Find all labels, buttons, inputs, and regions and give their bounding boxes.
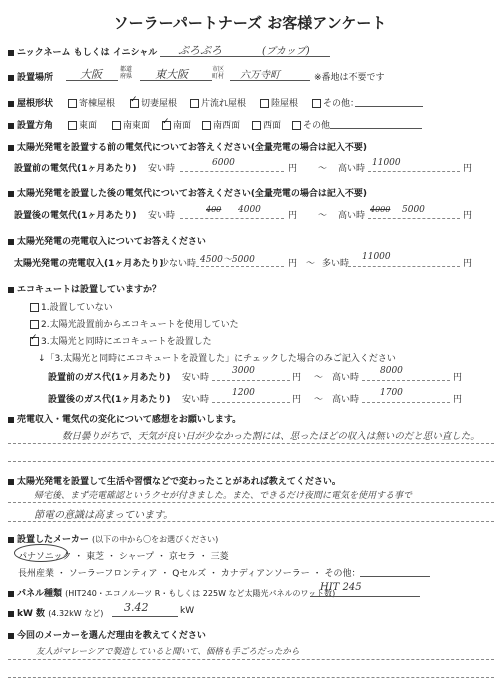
elec-before-low-value[interactable]: 6000 [212,158,235,168]
impression-text[interactable]: 数日曇りがちで、天気が良い日が少なかった割には、思ったほどの収入は無いのだと思い直した。 [62,431,480,442]
location-town-value[interactable]: 六万寺町 [240,70,280,81]
lifestyle-header: 太陽光発電を設置して生活や習慣などで変わったことがあれば教えてください。 [17,477,341,487]
yen-label: 円 [463,164,473,174]
ecocute-sub-note: ↓「3.太陽光と同時にエコキュートを設置した」にチェックした場合のみご記入ください [38,354,396,364]
checkbox-icon[interactable] [260,99,269,108]
tilde-label: 〜 [318,211,328,221]
nickname-value[interactable]: ぷろぷろ [178,44,222,57]
kw-value[interactable]: 3.42 [124,601,149,614]
impression-header-row [8,412,241,425]
maker-selected-circle [14,544,68,562]
lifestyle-header-row [8,474,341,487]
roof-label-row [8,96,53,109]
gas-before-label: 設置前のガス代(1ヶ月あたり) [48,373,171,383]
yen-label: 円 [463,259,473,269]
ecocute-option-1[interactable]: 2.太陽光設置前からエコキュートを使用していた [30,317,239,330]
direction-label: 設置方角 [17,121,54,131]
direction-option-1[interactable]: 南東面 [112,118,150,131]
city-unit: 市区町村 [212,66,225,80]
lifestyle-text-line-1[interactable]: 帰宅後、まず売電確認というクセが付きました。また、できるだけ夜間に電気を使用する事で [34,491,413,501]
sale-low-label: 少ない時 [160,259,197,269]
sale-header: 太陽光発電の売電収入についてお答えください [17,237,206,247]
elec-after-high-label: 高い時 [338,211,366,221]
direction-option-5[interactable]: その他 [292,118,330,131]
yen-label: 円 [453,373,463,383]
checkbox-icon[interactable] [30,337,39,346]
bullet-icon [8,537,14,543]
direction-option-2[interactable]: ✓ 南面 [162,118,191,131]
yen-label: 円 [292,373,302,383]
sale-label: 太陽光発電の売電収入(1ヶ月あたり) [14,259,164,269]
kw-note: (4.32kW など) [48,609,104,618]
direction-option-4[interactable]: 西面 [252,118,281,131]
panel-value[interactable]: HIT 245 [320,582,362,593]
sale-low-value[interactable]: 4500〜5000 [200,255,255,265]
checkbox-icon[interactable] [30,320,39,329]
kw-unit: kW [180,606,195,616]
roof-option-2[interactable]: 片流れ屋根 [190,96,246,109]
checkbox-icon[interactable] [202,121,211,130]
direction-option-3[interactable]: 南西面 [202,118,240,131]
ecocute-option-0[interactable]: 1.設置していない [30,300,113,313]
elec-before-low-label: 安い時 [148,164,176,174]
nickname-value-2: (ブカップ) [262,46,310,57]
gas-after-label: 設置後のガス代(1ヶ月あたり) [48,395,171,405]
direction-option-0[interactable]: 東面 [68,118,97,131]
roof-option-4[interactable]: その他： [312,96,359,109]
checkbox-icon[interactable] [292,121,301,130]
lifestyle-text-line-2[interactable]: 節電の意識は高まっています。 [34,510,174,521]
elec-before-header: 太陽光発電を設置する前の電気代についてお答えください(全量売電の場合は記入不要) [17,143,368,153]
bullet-icon [8,611,14,617]
maker-options-row-1[interactable]: パナソニック ・ 東芝 ・ シャープ ・ 京セラ ・ 三菱 [18,552,229,562]
bullet-icon [8,633,14,639]
bullet-icon [8,417,14,423]
yen-label: 円 [463,211,473,221]
location-note: ※番地は不要です [314,73,385,83]
bullet-icon [8,287,14,293]
bullet-icon [8,123,14,129]
maker-note: (以下の中から〇をお選びください) [91,535,219,544]
gas-after-high-value[interactable]: 1700 [380,388,403,398]
sale-high-value[interactable]: 11000 [362,252,391,262]
elec-after-low-value[interactable]: 4000 [238,205,261,215]
tilde-label: 〜 [318,164,328,174]
kw-label: kW 数 [17,609,46,619]
tilde-label: 〜 [306,259,316,269]
gas-after-low-value[interactable]: 1200 [232,388,255,398]
yen-label: 円 [288,259,298,269]
bullet-icon [8,479,14,485]
elec-after-low-label: 安い時 [148,211,176,221]
nickname-label: ニックネーム もしくは イニシャル [17,48,158,58]
checkbox-icon[interactable] [312,99,321,108]
bullet-icon [8,75,14,81]
gas-before-high-value[interactable]: 8000 [380,366,403,376]
tilde-label: 〜 [314,395,324,405]
gas-before-high-label: 高い時 [332,373,360,383]
ecocute-header: エコキュートは設置していますか？ [17,285,162,295]
bullet-icon [8,145,14,151]
yen-label: 円 [288,211,298,221]
checkbox-icon[interactable] [130,99,139,108]
sale-header-row [8,234,206,247]
checkbox-icon[interactable] [68,121,77,130]
yen-label: 円 [288,164,298,174]
roof-option-0[interactable]: 寄棟屋根 [68,96,115,109]
reason-text[interactable]: 友人がマレーシアで製造していると聞いて、価格も手ごろだったから [36,647,300,657]
bullet-icon [8,239,14,245]
gas-before-low-label: 安い時 [182,373,210,383]
checkbox-icon[interactable] [30,303,39,312]
gas-after-high-label: 高い時 [332,395,360,405]
roof-label: 屋根形状 [17,99,54,109]
bullet-icon [8,591,14,597]
checkbox-icon[interactable] [68,99,77,108]
bullet-icon [8,101,14,107]
elec-before-header-row [8,140,367,153]
bullet-icon [8,50,14,56]
checkbox-icon[interactable] [190,99,199,108]
maker-options-row-2[interactable]: 長州産業 ・ ソーラーフロンティア ・ Qセルズ ・ カナディアンソーラー ・ その他： [18,569,361,579]
checkbox-icon[interactable] [112,121,121,130]
elec-after-low-struck: 400 [206,205,222,214]
maker-header: 設置したメーカー [17,535,89,545]
pref-unit: 都道府県 [120,66,133,80]
yen-label: 円 [292,395,302,405]
panel-note: (HIT240・エコノルーツ R・もしくは 225W など太陽光パネルのワット数) [65,589,336,598]
checkbox-icon[interactable] [252,121,261,130]
location-label-row [8,70,53,83]
elec-after-high-struck: 4000 [370,205,391,214]
nickname-label-row [8,45,157,58]
ecocute-header-row [8,282,161,295]
panel-label: パネル種類 [17,589,63,599]
elec-after-header-row [8,186,367,199]
location-city-value[interactable]: 東大阪 [155,68,188,81]
bullet-icon [8,191,14,197]
impression-header: 売電収入・電気代の変化について感想をお願いします。 [17,415,242,425]
page-title: ソーラーパートナーズ お客様アンケート [113,14,387,32]
checkbox-icon[interactable] [162,121,171,130]
kw-label-row [8,606,103,619]
location-label: 設置場所 [17,73,54,83]
ecocute-option-2[interactable]: ✓3.太陽光と同時にエコキュートを設置した [30,334,212,347]
elec-after-label: 設置後の電気代(1ヶ月あたり) [14,211,137,221]
roof-option-1[interactable]: ✓ 切妻屋根 [130,96,177,109]
gas-after-low-label: 安い時 [182,395,210,405]
reason-header-row [8,628,206,641]
yen-label: 円 [453,395,463,405]
panel-label-row [8,586,335,599]
elec-before-label: 設置前の電気代(1ヶ月あたり) [14,164,137,174]
location-pref-value[interactable]: 大阪 [80,68,102,81]
gas-before-low-value[interactable]: 3000 [232,366,255,376]
sale-high-label: 多い時 [322,259,350,269]
elec-after-header: 太陽光発電を設置した後の電気代についてお答えください(全量売電の場合は記入不要) [17,189,368,199]
tilde-label: 〜 [314,373,324,383]
elec-before-high-value[interactable]: 11000 [372,158,401,168]
reason-header: 今回のメーカーを選んだ理由を教えてください [17,631,206,641]
direction-label-row [8,118,53,131]
roof-option-3[interactable]: 陸屋根 [260,96,298,109]
elec-before-high-label: 高い時 [338,164,366,174]
elec-after-high-value[interactable]: 5000 [402,205,425,215]
